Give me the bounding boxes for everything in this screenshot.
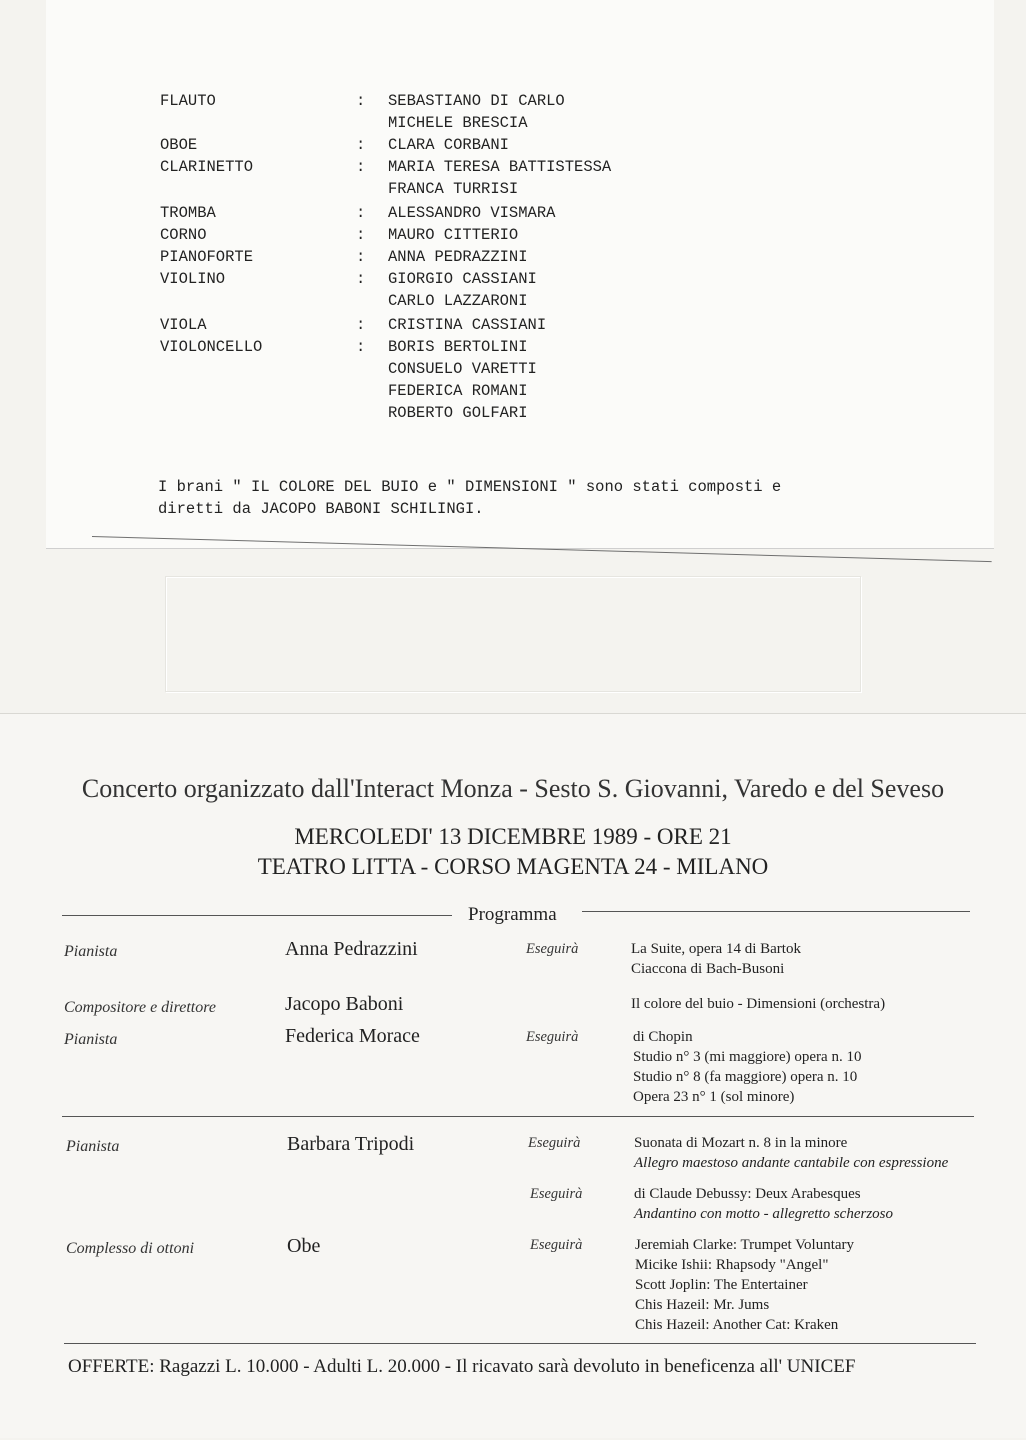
roster-colon: : [356,270,366,288]
piece-item: Studio n° 3 (mi maggiore) opera n. 10 [633,1049,862,1065]
pieces-list [634,1184,893,1224]
musician-name: BORIS BERTOLINI [388,338,528,356]
roster-colon: : [356,92,366,110]
program-title: Programma [468,904,557,925]
musician-name: MICHELE BRESCIA [388,114,528,132]
composition-note [158,476,781,520]
pieces-list [634,1133,948,1173]
musician-name: FEDERICA ROMANI [388,382,528,400]
piece-item: Opera 23 n° 1 (sol minore) [633,1089,795,1105]
piece-item: La Suite, opera 14 di Bartok [631,941,801,957]
instrument-label: PIANOFORTE [160,248,254,266]
note-line-1: I brani " IL COLORE DEL BUIO e " DIMENSIONI " sono stati composti e [158,478,782,496]
role-label: Compositore e direttore [64,999,216,1016]
concert-date: MERCOLEDI' 13 DICEMBRE 1989 - ORE 21 [294,824,732,849]
piece-item: Andantino con motto - allegretto scherzoso [634,1206,893,1222]
role-label: Complesso di ottoni [66,1240,195,1257]
piece-item: Studio n° 8 (fa maggiore) opera n. 10 [633,1069,858,1085]
instrument-label: VIOLINO [160,270,226,288]
musician-name: CLARA CORBANI [388,136,509,154]
instrument-label: VIOLONCELLO [160,338,263,356]
roster-colon: : [356,338,366,356]
piece-item: Micike Ishii: Rhapsody "Angel" [635,1257,829,1273]
bottom-rule [64,1343,976,1344]
instrument-label: OBOE [160,136,198,154]
musician-name: CARLO LAZZARONI [388,292,528,310]
note-line-2: diretti da JACOPO BABONI SCHILINGI. [158,500,484,518]
performer-name: Federica Morace [285,1025,420,1047]
roster-colon: : [356,204,366,222]
performer-name: Barbara Tripodi [287,1133,415,1155]
piece-item: Suonata di Mozart n. 8 in la minore [634,1135,848,1151]
instrument-label: FLAUTO [160,92,216,110]
role-label: Pianista [66,1138,120,1155]
pieces-list [633,1027,861,1107]
roster-colon: : [356,248,366,266]
roster-colon: : [356,136,366,154]
instrument-label: CORNO [160,226,207,244]
musician-name: GIORGIO CASSIANI [388,270,537,288]
fold-line [0,713,1026,714]
concert-headline: Concerto organizzato dall'Interact Monza - Sesto S. Giovanni, Varedo e del Seveso [81,774,945,803]
pieces-list [631,939,801,979]
performer-name: Anna Pedrazzini [285,938,418,960]
musician-name: FRANCA TURRISI [388,180,519,198]
pieces-list [635,1235,854,1335]
piece-item: Jeremiah Clarke: Trumpet Voluntary [635,1237,855,1253]
embossed-panel [165,576,861,692]
musician-name: CRISTINA CASSIANI [388,316,547,334]
performer-name: Jacopo Baboni [285,993,404,1015]
performs-label: Eseguirà [526,941,579,957]
musician-name: SEBASTIANO DI CARLO [388,92,565,110]
musician-name: MARIA TERESA BATTISTESSA [388,158,612,176]
performs-label: Eseguirà [526,1029,579,1045]
piece-item: Chis Hazeil: Another Cat: Kraken [635,1317,839,1333]
program-rule-right [582,911,970,912]
musician-name: CONSUELO VARETTI [388,360,537,378]
piece-item: Ciaccona di Bach-Busoni [631,961,785,977]
instrument-label: TROMBA [160,204,216,222]
piece-item: Scott Joplin: The Entertainer [635,1277,808,1293]
ticket-prices: OFFERTE: Ragazzi L. 10.000 - Adulti L. 20.000 - Il ricavato sarà devoluto in beneficenza all' UNICEF [68,1356,856,1377]
musician-name: MAURO CITTERIO [388,226,519,244]
role-label: Pianista [64,943,118,960]
performs-label: Eseguirà [530,1237,583,1253]
piece-item: Il colore del buio - Dimensioni (orchestra) [631,996,886,1012]
piece-item: Chis Hazeil: Mr. Jums [635,1297,770,1313]
performer-name: Obe [287,1235,321,1257]
program-divider [62,1116,974,1117]
musician-name: ROBERTO GOLFARI [388,404,528,422]
concert-venue: TEATRO LITTA - CORSO MAGENTA 24 - MILANO [257,854,769,879]
invitation-sheet [0,714,1026,1438]
performs-label: Eseguirà [528,1135,581,1151]
program-rule-left [62,915,452,916]
role-label: Pianista [64,1031,118,1048]
roster-colon: : [356,158,366,176]
piece-item: Allegro maestoso andante cantabile con espressione [634,1155,949,1171]
musician-name: ANNA PEDRAZZINI [388,248,528,266]
piece-item: di Chopin [633,1029,693,1045]
instrument-label: CLARINETTO [160,158,254,176]
piece-item: di Claude Debussy: Deux Arabesques [634,1186,861,1202]
performs-label: Eseguirà [530,1186,583,1202]
roster-colon: : [356,226,366,244]
roster-colon: : [356,316,366,334]
pieces-list [631,994,885,1014]
instrument-label: VIOLA [160,316,207,334]
musician-name: ALESSANDRO VISMARA [388,204,556,222]
